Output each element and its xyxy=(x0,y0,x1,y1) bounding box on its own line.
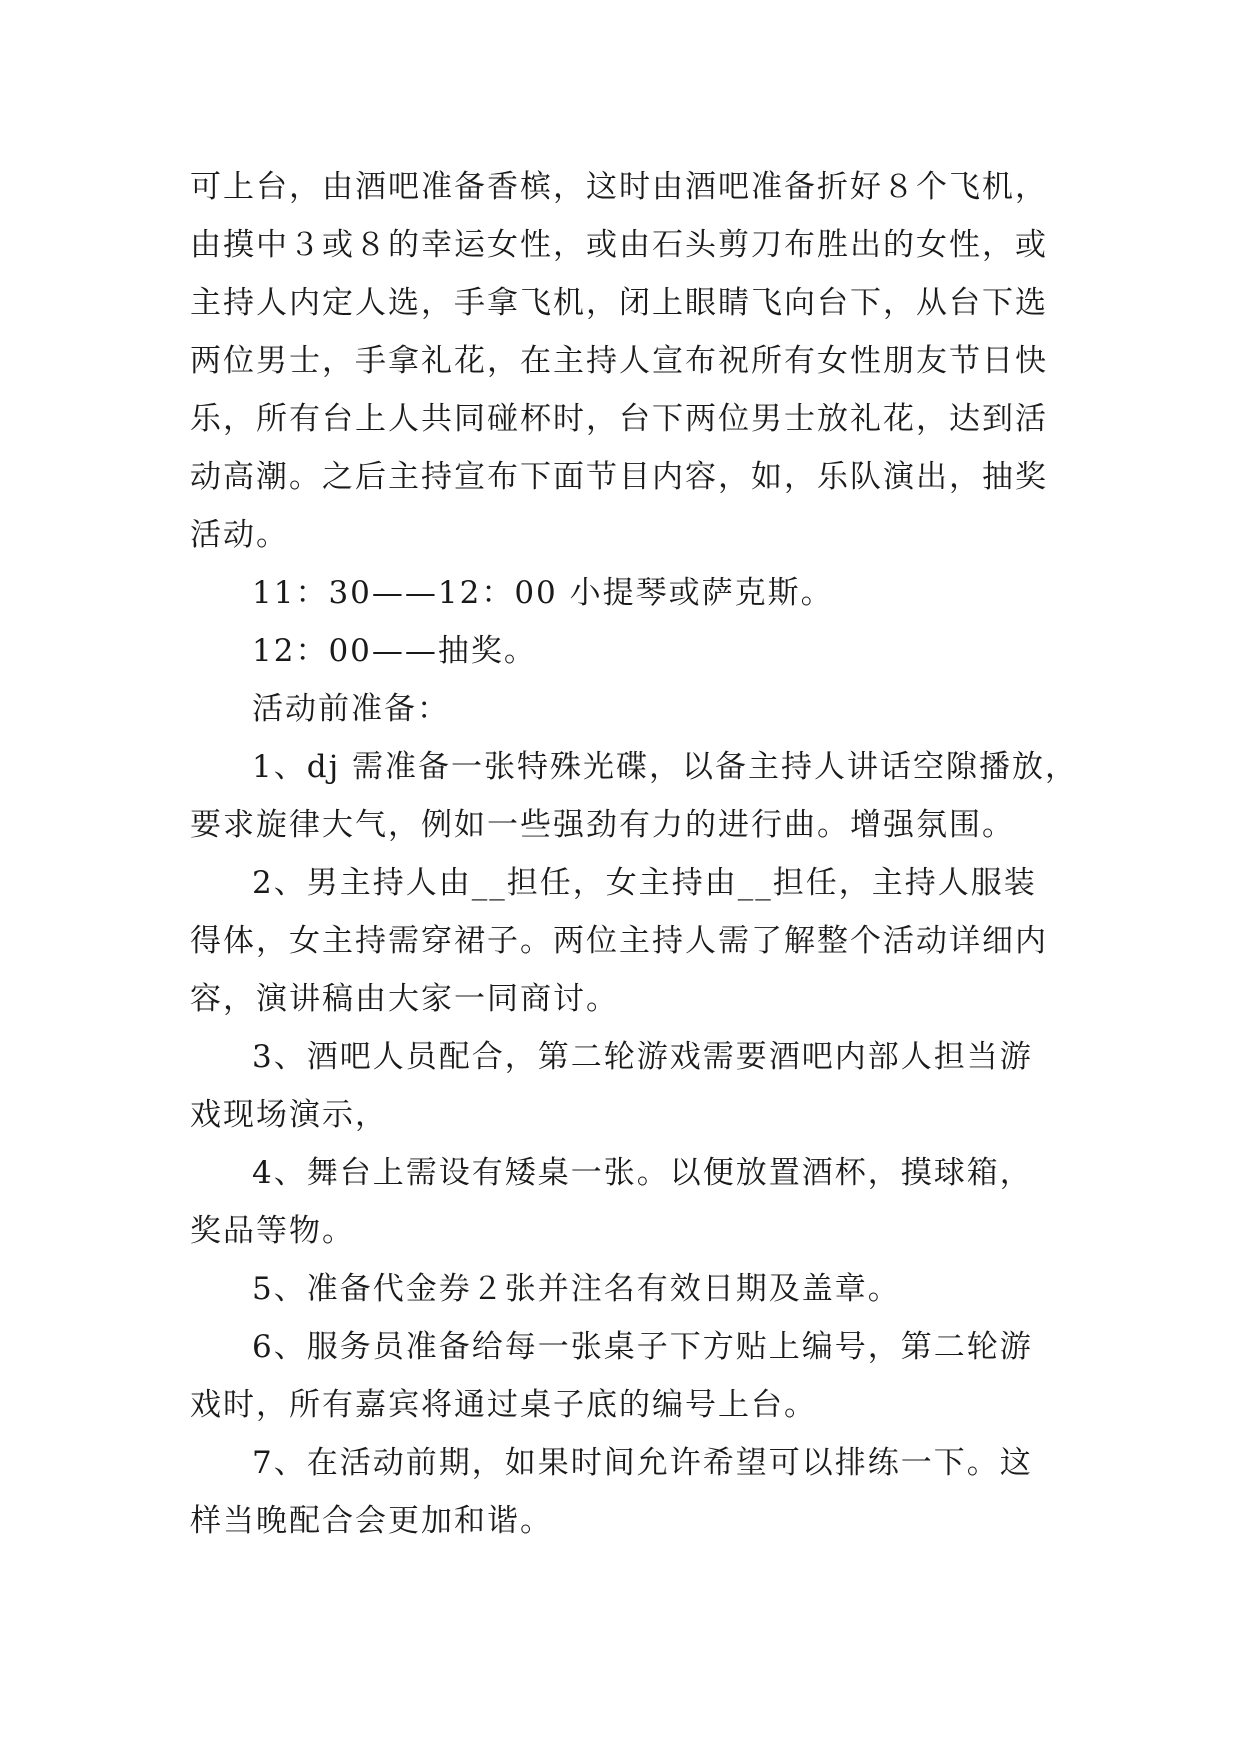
paragraph xyxy=(190,1144,1060,1260)
text-line: 可上台，由酒吧准备香槟，这时由酒吧准备折好８个飞机， xyxy=(190,169,1048,205)
paragraph xyxy=(190,564,1060,622)
text-line: 戏时，所有嘉宾将通过桌子底的编号上台。 xyxy=(190,1387,817,1423)
paragraph xyxy=(190,1434,1060,1550)
text-line: 3、酒吧人员配合，第二轮游戏需要酒吧内部人担当游 xyxy=(252,1039,1033,1075)
text-line: 主持人内定人选，手拿飞机，闭上眼睛飞向台下，从台下选 xyxy=(190,285,1048,321)
text-line: 两位男士，手拿礼花，在主持人宣布祝所有女性朋友节日快 xyxy=(190,343,1048,379)
paragraph xyxy=(190,1260,1060,1318)
text-line: 戏现场演示， xyxy=(190,1097,388,1133)
text-line: 动高潮。之后主持宣布下面节目内容，如，乐队演出，抽奖 xyxy=(190,459,1048,495)
text-line: 得体，女主持需穿裙子。两位主持人需了解整个活动详细内 xyxy=(190,923,1048,959)
paragraph xyxy=(190,854,1060,1028)
text-line: 乐，所有台上人共同碰杯时，台下两位男士放礼花，达到活 xyxy=(190,401,1048,437)
text-line: 12：00——抽奖。 xyxy=(252,633,537,669)
text-line: 样当晚配合会更加和谐。 xyxy=(190,1503,553,1539)
text-line: 4、舞台上需设有矮桌一张。以便放置酒杯，摸球箱， xyxy=(252,1155,1033,1191)
paragraph xyxy=(190,622,1060,680)
text-line: 1、dj 需准备一张特殊光碟，以备主持人讲话空隙播放， xyxy=(252,749,1079,785)
text-line: 由摸中３或８的幸运女性，或由石头剪刀布胜出的女性，或 xyxy=(190,227,1048,263)
paragraph xyxy=(190,1028,1060,1144)
paragraph xyxy=(190,1318,1060,1434)
text-line: 活动前准备： xyxy=(252,691,450,727)
paragraph xyxy=(190,680,1060,738)
paragraph xyxy=(190,738,1079,854)
text-line: 要求旋律大气，例如一些强劲有力的进行曲。增强氛围。 xyxy=(190,807,1015,843)
text-line: 7、在活动前期，如果时间允许希望可以排练一下。这 xyxy=(252,1445,1033,1481)
paragraph xyxy=(190,158,1060,564)
text-line: 2、男主持人由__担任，女主持由__担任，主持人服装 xyxy=(252,865,1037,901)
text-line: 11：30——12：00 小提琴或萨克斯。 xyxy=(252,575,834,611)
text-line: 容，演讲稿由大家一同商讨。 xyxy=(190,981,619,1017)
text-line: 5、准备代金券２张并注名有效日期及盖章。 xyxy=(252,1271,901,1307)
text-line: 6、服务员准备给每一张桌子下方贴上编号，第二轮游 xyxy=(252,1329,1033,1365)
text-line: 活动。 xyxy=(190,517,289,553)
text-line: 奖品等物。 xyxy=(190,1213,355,1249)
document-body xyxy=(190,158,1079,1550)
